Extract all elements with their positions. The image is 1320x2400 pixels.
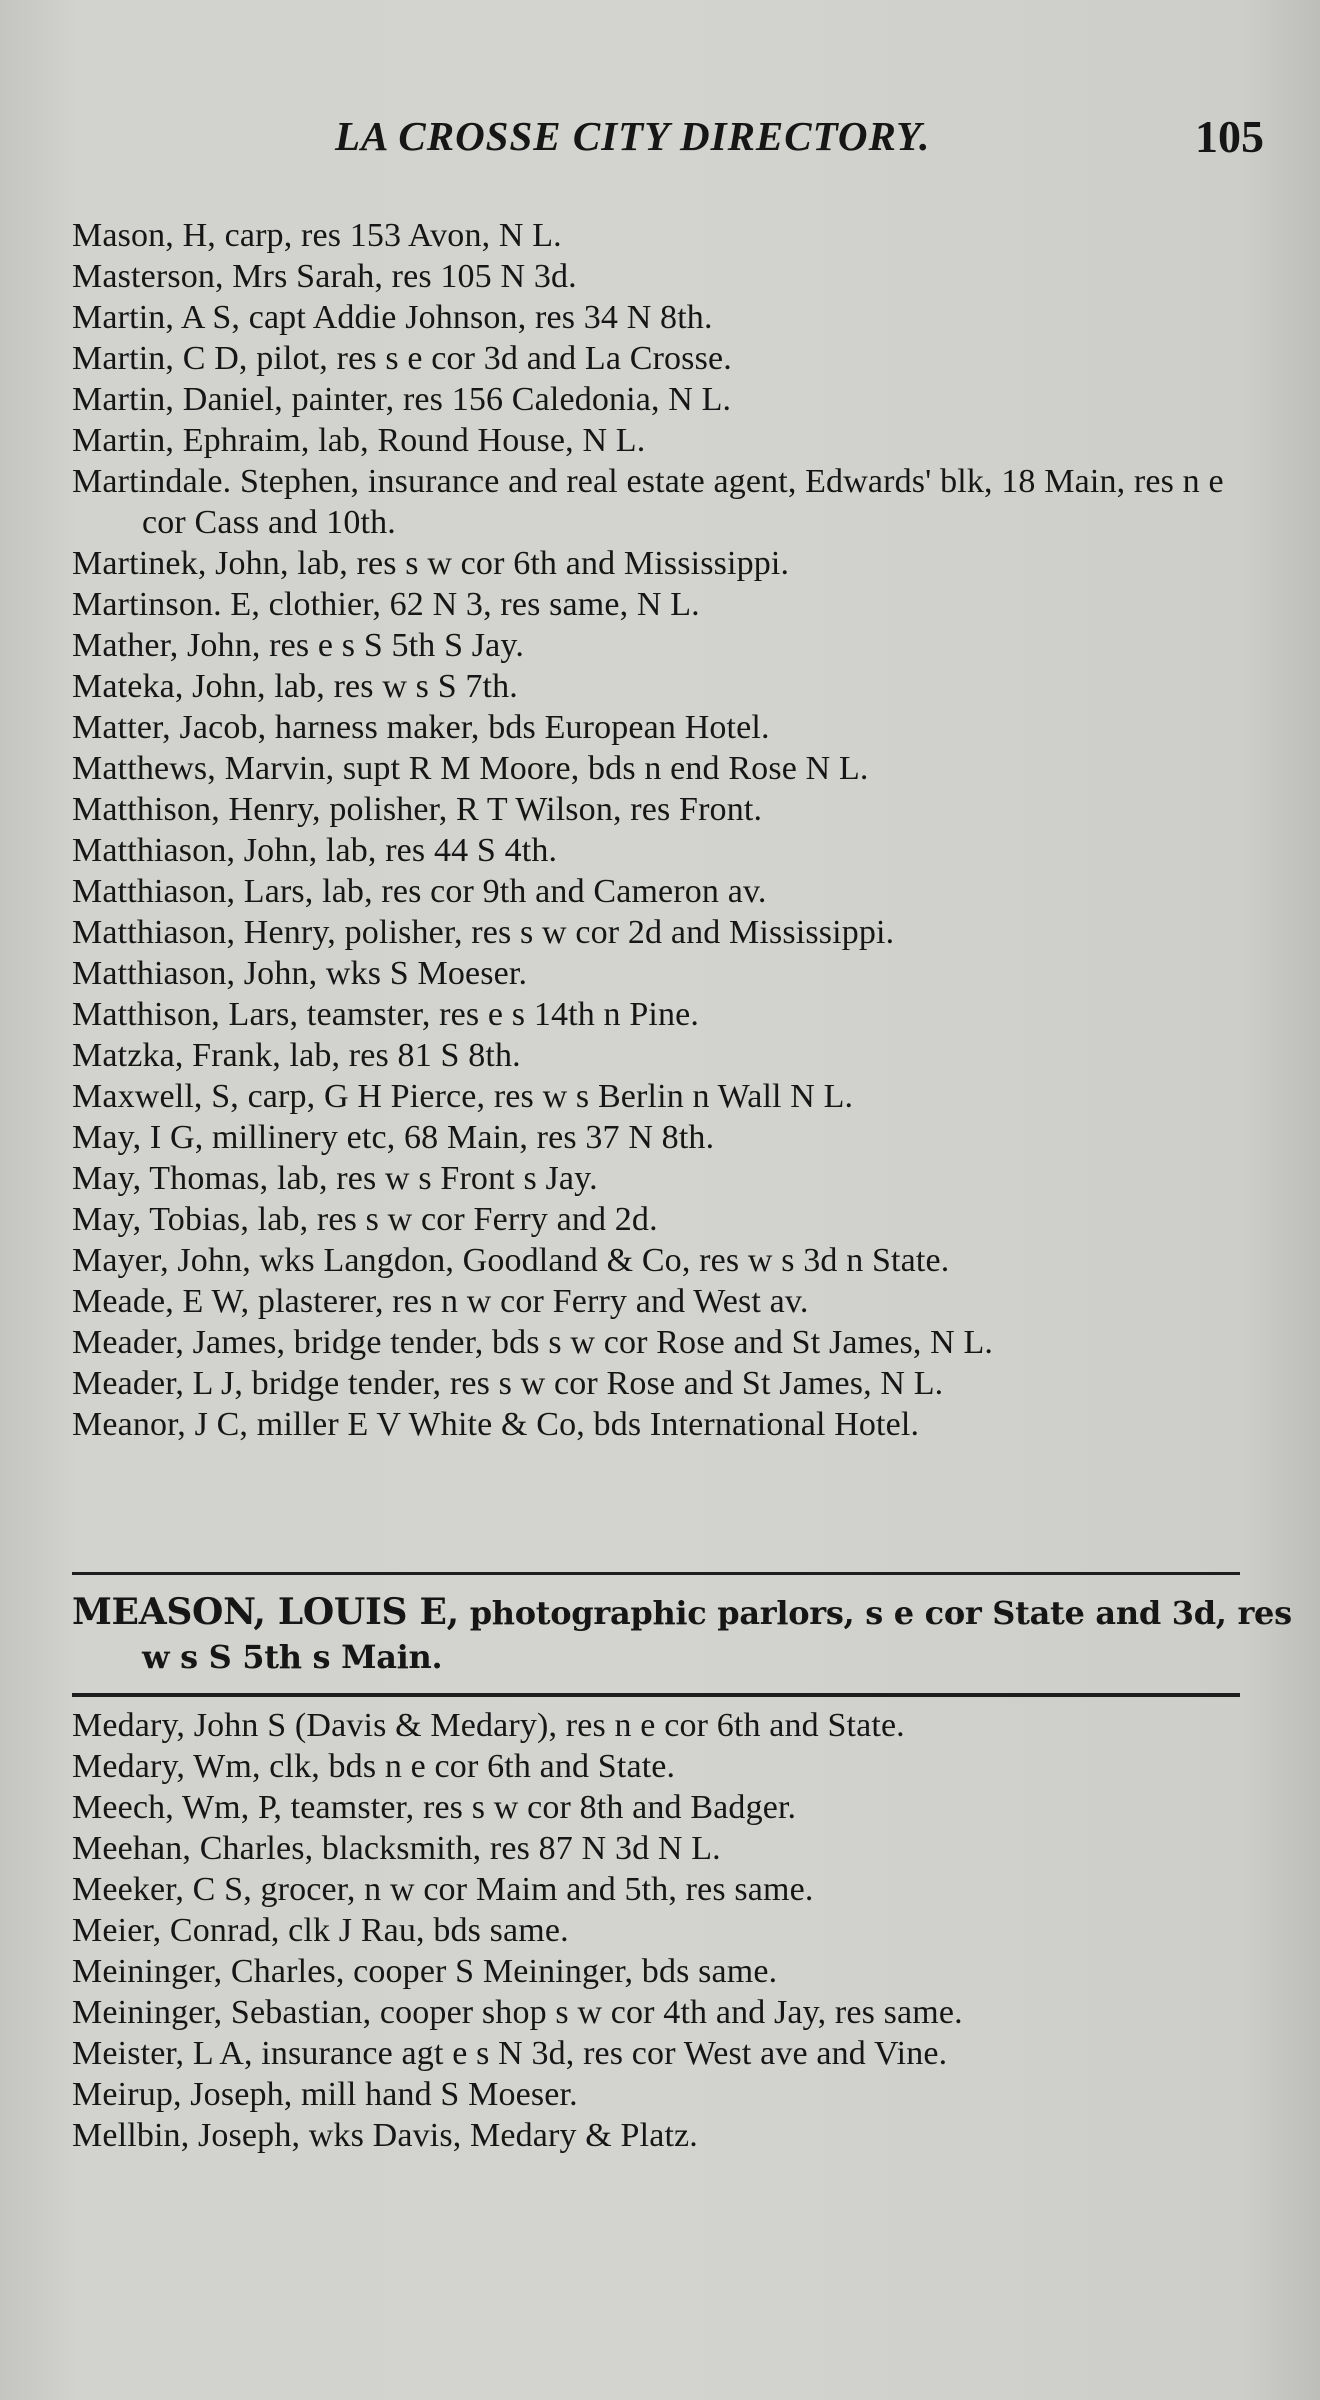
directory-entry: Mason, H, carp, res 153 Avon, N L. — [72, 217, 562, 254]
running-title: LA CROSSE CITY DIRECTORY. — [335, 113, 931, 159]
directory-entry: Mather, John, res e s S 5th S Jay. — [72, 627, 524, 664]
directory-entry: Meehan, Charles, blacksmith, res 87 N 3d N L. — [72, 1830, 721, 1867]
directory-entry: Matthiason, Henry, polisher, res s w cor 2d and Mississippi. — [72, 914, 895, 951]
directory-entry: Matthison, Lars, teamster, res e s 14th n Pine. — [72, 996, 700, 1033]
directory-entry: Maxwell, S, carp, G H Pierce, res w s Berlin n Wall N L. — [72, 1078, 854, 1115]
directory-entry: Matter, Jacob, harness maker, bds European Hotel. — [72, 709, 770, 746]
directory-entry: Mayer, John, wks Langdon, Goodland & Co, res w s 3d n State. — [72, 1242, 950, 1279]
directory-entry: May, Thomas, lab, res w s Front s Jay. — [72, 1160, 598, 1197]
directory-entry: Matzka, Frank, lab, res 81 S 8th. — [72, 1037, 521, 1074]
directory-entry: Matthiason, Lars, lab, res cor 9th and Cameron av. — [72, 873, 767, 910]
directory-entry: Martinek, John, lab, res s w cor 6th and Mississippi. — [72, 545, 790, 582]
directory-entry: Meininger, Charles, cooper S Meininger, bds same. — [72, 1953, 778, 1990]
directory-entry: Meeker, C S, grocer, n w cor Maim and 5th, res same. — [72, 1871, 814, 1908]
directory-entry: Meader, James, bridge tender, bds s w cor Rose and St James, N L. — [72, 1324, 994, 1361]
directory-entry: Meech, Wm, P, teamster, res s w cor 8th and Badger. — [72, 1789, 797, 1826]
directory-entry: Martin, C D, pilot, res s e cor 3d and La Crosse. — [72, 340, 732, 377]
directory-entry: Masterson, Mrs Sarah, res 105 N 3d. — [72, 258, 577, 295]
advert-text: photographic parlors, s e cor State and 3d, res w s S 5th s Main. — [142, 1594, 1292, 1676]
directory-entry: Mateka, John, lab, res w s S 7th. — [72, 668, 518, 705]
directory-entry: May, I G, millinery etc, 68 Main, res 37 N 8th. — [72, 1119, 715, 1156]
page-header — [0, 104, 1320, 174]
directory-entry: Mellbin, Joseph, wks Davis, Medary & Platz. — [72, 2117, 698, 2154]
advert-rule-bottom — [72, 1693, 1240, 1697]
directory-entry: Meier, Conrad, clk J Rau, bds same. — [72, 1912, 569, 1949]
directory-entry: Matthison, Henry, polisher, R T Wilson, res Front. — [72, 791, 763, 828]
directory-entry: May, Tobias, lab, res s w cor Ferry and 2d. — [72, 1201, 658, 1238]
directory-entry: Martin, A S, capt Addie Johnson, res 34 N 8th. — [72, 299, 713, 336]
directory-entry: Martin, Ephraim, lab, Round House, N L. — [72, 422, 646, 459]
advert-lead: MEASON, LOUIS E, — [72, 1591, 459, 1633]
advertisement-entry — [72, 1590, 1320, 1679]
directory-entry: Medary, Wm, clk, bds n e cor 6th and State. — [72, 1748, 676, 1785]
directory-entry: Medary, John S (Davis & Medary), res n e cor 6th and State. — [72, 1707, 905, 1744]
page-number: 105 — [1195, 111, 1264, 162]
directory-entries-lower — [72, 1705, 1252, 2156]
directory-entry: Matthiason, John, lab, res 44 S 4th. — [72, 832, 558, 869]
directory-entries-upper — [72, 215, 1252, 1445]
advert-rule-top — [72, 1572, 1240, 1575]
directory-entry: Martindale. Stephen, insurance and real estate agent, Edwards' blk, 18 Main, res n e cor Cass and 10th. — [72, 463, 1224, 541]
directory-entry: Martin, Daniel, painter, res 156 Caledonia, N L. — [72, 381, 732, 418]
directory-entry: Meister, L A, insurance agt e s N 3d, res cor West ave and Vine. — [72, 2035, 948, 2072]
directory-entry: Meininger, Sebastian, cooper shop s w cor 4th and Jay, res same. — [72, 1994, 963, 2031]
directory-entry: Matthiason, John, wks S Moeser. — [72, 955, 528, 992]
directory-entry: Martinson. E, clothier, 62 N 3, res same, N L. — [72, 586, 700, 623]
directory-entry: Meanor, J C, miller E V White & Co, bds International Hotel. — [72, 1406, 920, 1443]
directory-entry: Meirup, Joseph, mill hand S Moeser. — [72, 2076, 578, 2113]
directory-entry: Meader, L J, bridge tender, res s w cor Rose and St James, N L. — [72, 1365, 944, 1402]
directory-entry: Matthews, Marvin, supt R M Moore, bds n end Rose N L. — [72, 750, 869, 787]
directory-entry: Meade, E W, plasterer, res n w cor Ferry and West av. — [72, 1283, 809, 1320]
